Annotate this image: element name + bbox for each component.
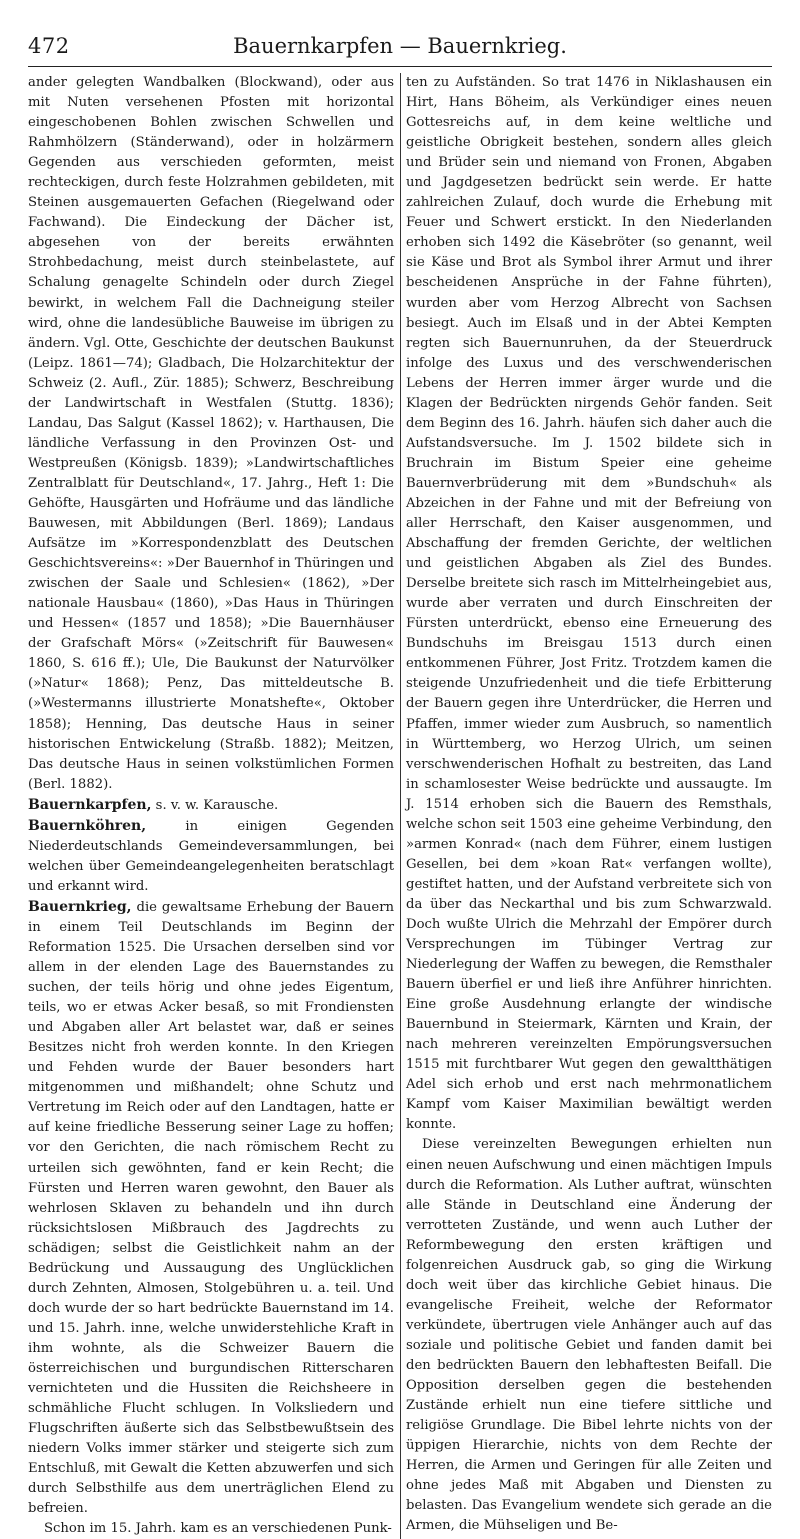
paragraph-wall-construction: ander gelegten Wandbalken (Blockwand), oder aus mit Nuten versehenen Pfosten mit horizontal eingeschobenen Bohlen zwischen Schwellen und Rahmhölzern (Ständerwand), oder in holzärmern Gegenden aus verschieden geformten, meist rechteckigen, durch feste Holzrahmen gebildeten, mit Steinen ausgemauerten Gefachen (Riegelwand oder Fachwand). Die Eindeckung der Dächer ist, abgesehen von der bereits erwähnten Strohbedachung, meist durch steinbelastete, auf Schalung genagelte Schindeln oder durch Ziegel bewirkt, in welchem Fall die Dachneigung steiler wird, ohne die landesübliche Bauweise im übrigen zu ändern. Vgl. Otte, Geschichte der deutschen Baukunst (Leipz. 1861—74); Gladbach, Die Holzarchitektur der Schweiz (2. Aufl., Zür. 1885); Schwerz, Beschreibung der Landwirtschaft in Westfalen (Stuttg. 1836); Landau, Das Salgut (Kassel 1862); v. Harthausen, Die ländliche Verfassung in den Provinzen Ost- und Westpreußen (Königsb. 1839); »Landwirtschaftliches Zentralblatt für Deutschland«, 17. Jahrg., Heft 1: Die Gehöfte, Hausgärten und Hofräume und das ländliche Bauwesen, mit Abbildungen (Berl. 1869); Landaus Aufsätze im »Korrespondenzblatt des Deutschen Geschichtsvereins«: »Der Bauernhof in Thüringen und zwischen der Saale und Schlesien« (1862), »Der nationale Hausbau« (1860), »Das Haus in Thüringen und Hessen« (1857 und 1858); »Die Bauernhäuser der Grafschaft Mörs« (»Zeitschrift für Bauwesen« 1860, S. 616 ff.); Ule, Die Baukunst der Naturvölker (»Natur« 1868); Penz, Das mitteldeutsche B. (»Westermanns illustrierte Monatshefte«, Oktober 1858); Henning, Das deutsche Haus in seiner historischen Entwickelung (Straßb. 1882); Meitzen, Das deutsche Haus in seinen volkstümlichen Formen (Berl. 1882). bbox=[28, 75, 394, 792]
right-column bbox=[406, 73, 772, 1539]
lemma-bauernkrieg: Bauernkrieg, bbox=[28, 898, 132, 915]
column-divider bbox=[400, 73, 401, 1539]
entry-bauernkoehren bbox=[28, 816, 394, 897]
paragraph-reformation: Diese vereinzelten Bewegungen erhielten nun einen neuen Aufschwung und einen mächtigen Impuls durch die Reformation. Als Luther auftrat, wünschten alle Stände in Deutschland eine Änderung der verrotteten Zustände, und wenn auch Luther der Reformbewegung den ersten kräftigen und folgenreichen Ausdruck gab, so ging die Wirkung doch weit über das kirchliche Gebiet hinaus. Die evangelische Freiheit, welche der Reformator verkündete, übertrugen viele Anhänger auch auf das soziale und politische Gebiet und fanden damit bei den bedrückten Bauern den lebhaftesten Beifall. Die Opposition derselben gegen die bestehenden Zustände erhielt nun eine tiefere sittliche und religiöse Grundlage. Die Bibel lehrte nichts von der üppigen Hierarchie, nichts von dem Rechte der Herren, die Armen und Geringen für alle Zeiten und ohne jedes Maß mit Abgaben und Diensten zu belasten. Das Evangelium wendete sich gerade an die Armen, die Mühseligen und Be- bbox=[406, 1137, 772, 1534]
text-columns bbox=[28, 73, 772, 1539]
entry-text-bauernkoehren: in einigen Gegenden Niederdeutschlands Gemeindeversammlungen, bei welchen über Gemeindeangelegenheiten beratschlagt und erkannt wird. bbox=[28, 818, 394, 894]
entry-bauernkarpfen bbox=[28, 795, 394, 816]
paragraph-uprisings-continued: ten zu Aufständen. So trat 1476 in Niklashausen ein Hirt, Hans Böheim, als Verkündiger eines neuen Gottesreichs auf, in dem keine weltliche und geistliche Obrigkeit bestehen, sondern alles gleich und Brüder sein und niemand von Fronen, Abgaben und Jagdgesetzen bedrückt sein werde. Er hatte zahlreichen Zulauf, doch wurde die Erhebung mit Feuer und Schwert erstickt. In den Niederlanden erhoben sich 1492 die Käsebröter (so genannt, weil sie Käse und Brot als Symbol ihrer Armut und ihrer bescheidenen Ansprüche in der Fahne führten), wurden aber vom Herzog Albrecht von Sachsen besiegt. Auch im Elsaß und in der Abtei Kempten regten sich Bauernunruhen, da der Steuerdruck infolge des Luxus und des verschwenderischen Lebens der Herren immer ärger wurde und die Klagen der Bedrückten nirgends Gehör fanden. Seit dem Beginn des 16. Jahrh. häufen sich daher auch die Aufstandsversuche. Im J. 1502 bildete sich in Bruchrain im Bistum Speier eine geheime Bauernverbrüderung mit dem »Bundschuh« als Abzeichen in der Fahne und mit der Befreiung von aller Herrschaft, den Kaiser ausgenommen, und Abschaffung der fremden Gerichte, der weltlichen und geistlichen Abgaben als Ziel des Bundes. Derselbe breitete sich rasch im Mittelrheingebiet aus, wurde aber verraten und durch Einschreiten der Fürsten unterdrückt, ebenso eine Erneuerung des Bundschuhs im Breisgau 1513 durch einen entkommenen Führer, Jost Fritz. Trotzdem kamen die steigende Unzufriedenheit und die tiefe Erbitterung der Bauern gegen ihre Unterdrücker, die Herren und Pfaffen, immer wieder zum Ausbruch, so namentlich in Württemberg, wo Herzog Ulrich, um seinen verschwenderischen Hofhalt zu bestreiten, das Land in schamlosester Weise bedrückte und aussaugte. Im J. 1514 erhoben sich die Bauern des Remsthals, welche schon seit 1503 eine geheime Verbindung, den »armen Konrad« (nach dem Führer, einem lustigen Gesellen, bei dem »koan Rat« verfangen wollte), gestiftet hatten, und der Aufstand verbreitete sich von da über das Neckarthal und bis zum Schwarzwald. Doch wußte Ulrich die Mehrzahl der Empörer durch Versprechungen im Tübinger Vertrag zur Niederlegung der Waffen zu bewegen, die Remsthaler Bauern überfiel er und ließ ihre Anführer hinrichten. Eine große Ausdehnung erlangte der windische Bauernbund in Steiermark, Kärnten und Krain, der nach mehreren vereinzelten Empörungsversuchen 1515 mit furchtbarer Wut gegen den gewaltthätigen Adel sich erhob und erst nach mehrmonatlichem Kampf vom Kaiser Maximilian bewältigt werden konnte. bbox=[406, 75, 772, 1133]
entry-text-bauernkrieg: die gewaltsame Erhebung der Bauern in einem Teil Deutschlands im Beginn der Reformation 1525. Die Ursachen derselben sind vor allem in der elenden Lage des Bauernstandes zu suchen, der teils hörig und ohne jedes Eigentum, teils, wo er etwas Acker besaß, so mit Frondiensten und Abgaben aller Art belastet war, daß er seines Besitzes nicht froh werden konnte. In den Kriegen und Fehden wurde der Bauer besonders hart mitgenommen und mißhandelt; ohne Schutz und Vertretung im Reich oder auf den Landtagen, hatte er auf keine friedliche Besserung seiner Lage zu hoffen; vor den Gerichten, die nach römischem Recht zu urteilen sich gewöhnten, fand er kein Recht; die Fürsten und Herren waren gewohnt, den Bauer als wehrlosen Sklaven zu behandeln und ihn durch rücksichtslosen Mißbrauch des Jagdrechts zu schädigen; selbst die Geistlichkeit nahm an der Bedrückung und Aussaugung des Unglücklichen durch Zehnten, Almosen, Stolgebühren u. a. teil. Und doch wurde der so hart bedrückte Bauernstand im 14. und 15. Jahrh. inne, welche unwiderstehliche Kraft in ihm wohnte, als die Schweizer Bauern die österreichischen und burgundischen Ritterscharen vernichteten und die Hussiten die Reichsheere in schmähliche Flucht schlugen. In Volksliedern und Flugschriften äußerte sich das Selbstbewußtsein des niedern Volks immer stärker und steigerte sich zum Entschluß, mit Gewalt die Ketten abzuwerfen und sich durch Selbsthilfe aus dem unerträglichen Elend zu befreien. bbox=[28, 899, 394, 1517]
page-header bbox=[28, 32, 772, 67]
lemma-bauernkarpfen: Bauernkarpfen, bbox=[28, 796, 152, 813]
left-column bbox=[28, 73, 394, 1539]
lemma-bauernkoehren: Bauernköhren, bbox=[28, 817, 147, 834]
entry-text-bauernkarpfen: s. v. w. Karausche. bbox=[155, 797, 279, 813]
paragraph-early-uprisings: Schon im 15. Jahrh. kam es an verschiedenen Punk- bbox=[44, 1521, 392, 1537]
running-title: Bauernkarpfen — Bauernkrieg. bbox=[233, 34, 567, 58]
page-number: 472 bbox=[28, 34, 70, 58]
entry-bauernkrieg bbox=[28, 897, 394, 1519]
